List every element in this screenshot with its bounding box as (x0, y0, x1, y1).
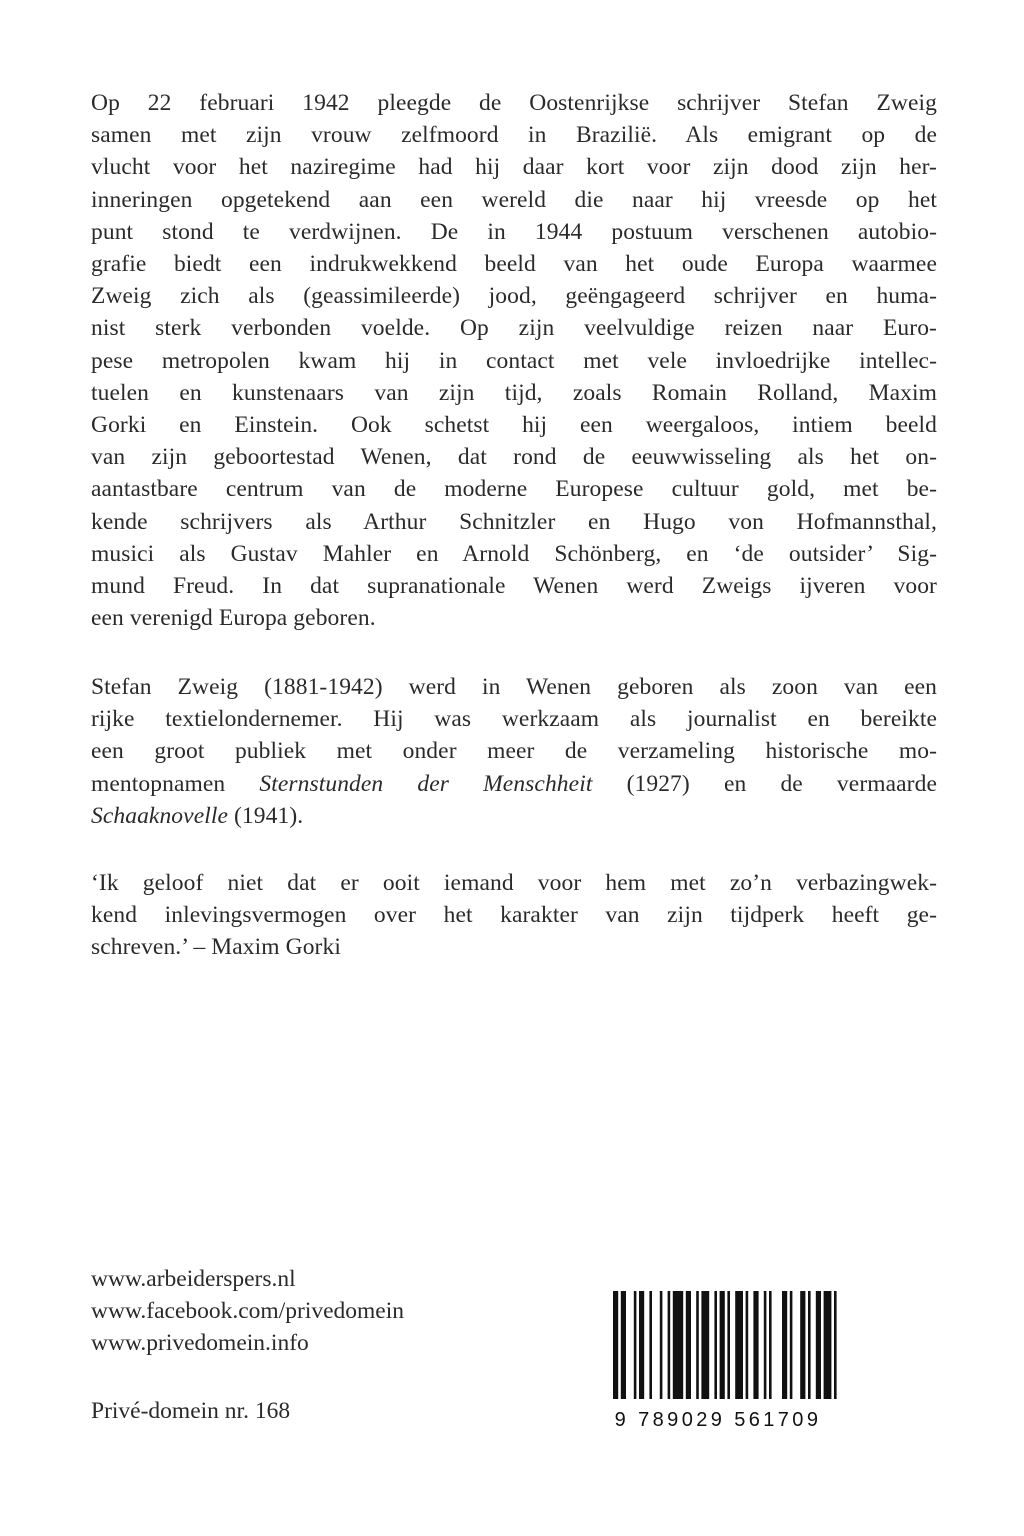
text-line: mund Freud. In dat supranationale Wenen werd Zweigs ijveren voor (91, 573, 937, 600)
series-website-link[interactable]: www.privedomein.info (91, 1330, 309, 1356)
publisher-links (91, 1263, 404, 1359)
barcode-bar (753, 1291, 758, 1399)
text-line: musici als Gustav Mahler en Arnold Schönberg, en ‘de outsider’ Sig- (91, 540, 937, 567)
barcode-bar (649, 1291, 652, 1399)
text-line: aantastbare centrum van de moderne Europese cultuur gold, met be- (91, 476, 937, 503)
barcode-bar (668, 1291, 671, 1399)
website-link[interactable]: www.arbeiderspers.nl (91, 1266, 296, 1292)
barcode-bar (727, 1291, 730, 1399)
text-line: Zweig zich als (geassimileerde) jood, geëngageerd schrijver en huma- (91, 283, 937, 310)
text-line: vlucht voor het naziregime had hij daar kort voor zijn dood zijn her- (91, 154, 937, 181)
barcode-bar (834, 1291, 837, 1399)
text-segment: mentopnamen (91, 770, 260, 797)
barcode-bar (800, 1291, 805, 1399)
barcode-bar (808, 1291, 811, 1399)
barcode-bar (769, 1291, 772, 1399)
barcode-bar (701, 1291, 709, 1399)
barcode-bar (782, 1291, 787, 1399)
text-line: kend inlevingsvermogen over het karakter van zijn tijdperk heeft ge- (91, 902, 937, 929)
text-line: van zijn geboortestad Wenen, dat rond de eeuwwisseling als het on- (91, 444, 937, 471)
text-line: Stefan Zweig (1881-1942) werd in Wenen geboren als zoon van een (91, 674, 937, 700)
barcode-bar (673, 1291, 683, 1399)
text-line: pese metropolen kwam hij in contact met vele invloedrijke intellec- (91, 347, 937, 374)
text-line: Gorki en Einstein. Ook schetst hij een weergaloos, intiem beeld (91, 412, 937, 439)
book-title: Sternstunden der Menschheit (259, 770, 593, 797)
text-line: punt stond te verdwijnen. De in 1944 postuum verschenen autobio- (91, 218, 937, 245)
description-paragraph (91, 87, 937, 634)
text-line-with-title (91, 800, 937, 832)
text-line: ‘Ik geloof niet dat er ooit iemand voor hem met zo’n verbazingwek- (91, 870, 937, 896)
text-line: nist sterk verbonden voelde. Op zijn veelvuldige reizen naar Euro- (91, 315, 937, 342)
text-segment: (1941). (228, 802, 304, 829)
barcode-bar (714, 1291, 717, 1399)
text-line: inneringen opgetekend aan een wereld die naar hij vreesde op het (91, 186, 937, 213)
text-line: kende schrijvers als Arthur Schnitzler en Hugo von Hofmannsthal, (91, 508, 937, 535)
text-line: tuelen en kunstenaars van zijn tijd, zoals Romain Rolland, Maxim (91, 379, 937, 406)
text-line: schreven.’ – Maxim Gorki (91, 934, 341, 961)
facebook-link[interactable]: www.facebook.com/privedomein (91, 1298, 405, 1324)
barcode-bar (735, 1291, 743, 1399)
text-line: samen met zijn vrouw zelfmoord in Brazilië. Als emigrant op de (91, 122, 937, 149)
isbn-digits: 9 789029 561709 (592, 1399, 844, 1441)
barcode-bar (720, 1291, 725, 1399)
quote-paragraph (91, 867, 937, 964)
book-title: Schaaknovelle (91, 802, 229, 829)
series-number: Privé-domein nr. 168 (91, 1398, 291, 1424)
text-line: een verenigd Europa geboren. (91, 605, 376, 632)
barcode-bar (790, 1291, 793, 1399)
barcode-bar (696, 1291, 699, 1399)
biography-paragraph (91, 671, 937, 832)
text-line: een groot publiek met onder meer de verzameling historische mo- (91, 738, 937, 765)
barcode-bar (660, 1291, 663, 1399)
text-segment: (1927) en de vermaarde (592, 770, 937, 797)
barcode-bar (686, 1291, 691, 1399)
barcode-bar (824, 1291, 832, 1399)
barcode-bar (639, 1291, 644, 1399)
text-line: Op 22 februari 1942 pleegde de Oostenrijkse schrijver Stefan Zweig (91, 90, 937, 116)
barcode-bar (764, 1291, 767, 1399)
text-line: grafie biedt een indrukwekkend beeld van het oude Europa waarmee (91, 251, 937, 278)
text-line-with-title (91, 768, 937, 800)
barcode-bar (634, 1291, 637, 1399)
barcode-bar (816, 1291, 821, 1399)
text-line: rijke textielondernemer. Hij was werkzaam als journalist en bereikte (91, 706, 937, 733)
